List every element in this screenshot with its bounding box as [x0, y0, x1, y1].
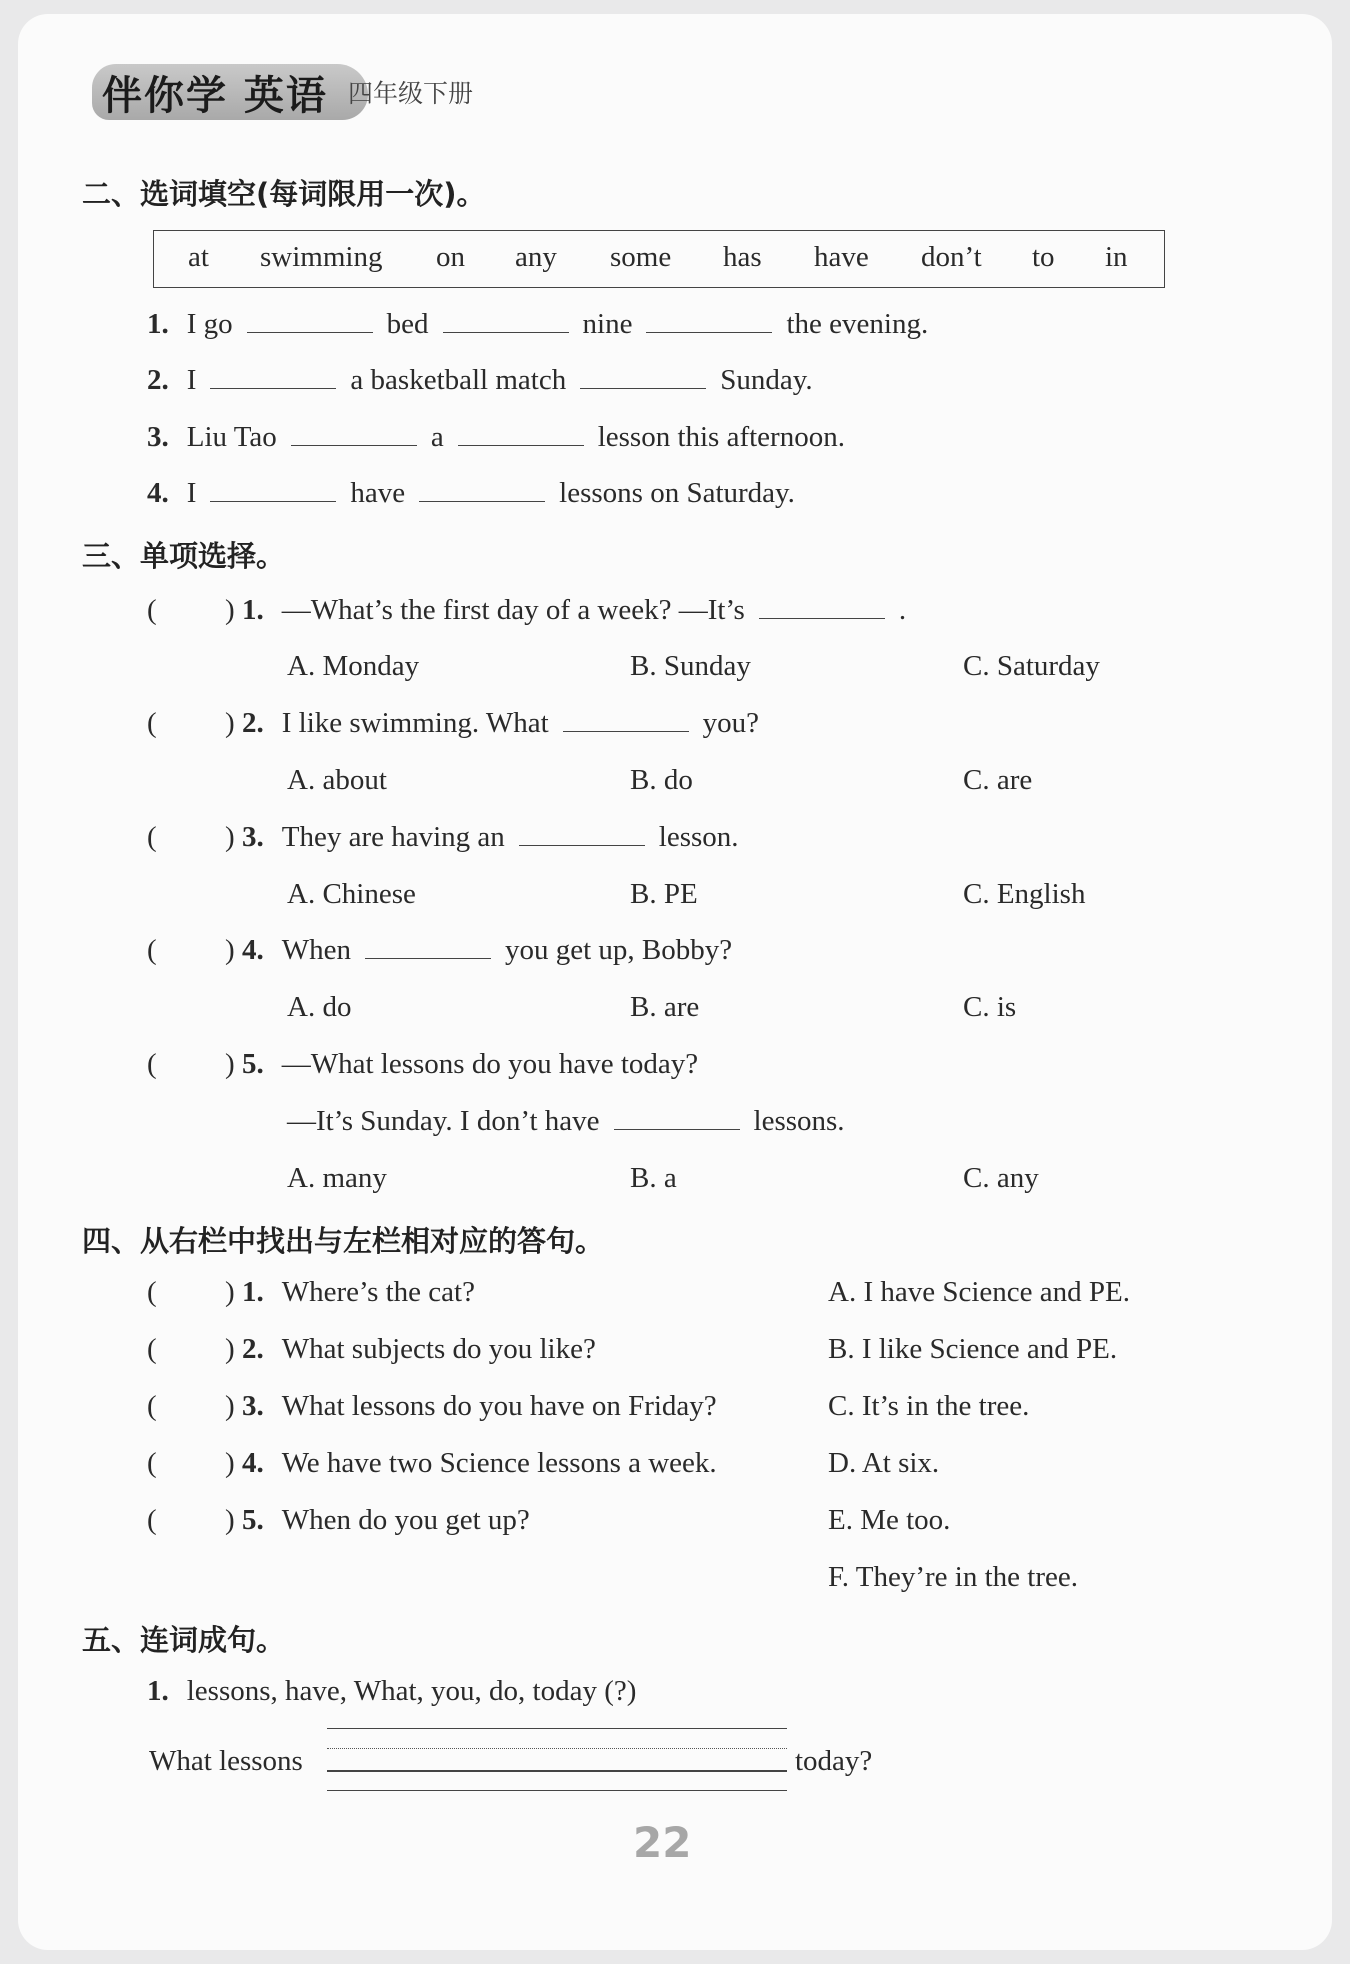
answer-blank[interactable] [291, 423, 417, 446]
answer-blank[interactable] [646, 310, 772, 333]
answer-paren-open: ( [147, 1333, 157, 1365]
answer-blank[interactable] [458, 423, 584, 446]
fill-item-2: 2. I a basketball match Sunday. [147, 364, 813, 396]
answer-paren-open: ( [147, 1390, 157, 1422]
word-bank-box [153, 230, 1165, 288]
mc-option[interactable]: C. English [963, 878, 1086, 910]
writing-line-dotted [327, 1748, 787, 1749]
answer-paren-close: ) [225, 821, 235, 853]
answer-paren-open: ( [147, 1048, 157, 1080]
answer-paren-close: ) [225, 1504, 235, 1536]
fill-item-1: 1. I go bed nine the evening. [147, 308, 929, 340]
sentence-start: What lessons [149, 1745, 303, 1777]
answer-blank[interactable] [614, 1107, 740, 1130]
match-question-3: 3. What lessons do you have on Friday? [242, 1390, 717, 1422]
mc-question-3: 3. They are having an lesson. [242, 821, 739, 853]
match-question-2: 2. What subjects do you like? [242, 1333, 596, 1365]
mc-option[interactable]: B. are [630, 991, 700, 1023]
mc-option[interactable]: A. many [287, 1162, 387, 1194]
match-answer-d: D. At six. [828, 1447, 940, 1479]
match-question-5: 5. When do you get up? [242, 1504, 530, 1536]
answer-paren-open: ( [147, 1276, 157, 1308]
mc-option[interactable]: A. do [287, 991, 352, 1023]
match-answer-e: E. Me too. [828, 1504, 951, 1536]
answer-paren-open: ( [147, 821, 157, 853]
page-number: 22 [633, 1818, 692, 1867]
section3-title: 三、单项选择。 [82, 539, 286, 573]
match-question-4: 4. We have two Science lessons a week. [242, 1447, 717, 1479]
answer-blank[interactable] [563, 709, 689, 732]
answer-blank[interactable] [519, 823, 645, 846]
mc-option[interactable]: C. Saturday [963, 650, 1100, 682]
mc-option[interactable]: C. any [963, 1162, 1039, 1194]
brand-badge [92, 64, 368, 120]
mc-question-4: 4. When you get up, Bobby? [242, 934, 733, 966]
worksheet-page [18, 14, 1332, 1950]
answer-paren-open: ( [147, 707, 157, 739]
grade-label: 四年级下册 [348, 79, 474, 108]
fill-item-3: 3. Liu Tao a lesson this afternoon. [147, 421, 845, 453]
sentence-item-1: 1. lessons, have, What, you, do, today (?) [147, 1675, 637, 1707]
mc-question-5: 5. —What lessons do you have today? [242, 1048, 699, 1080]
mc-option[interactable]: C. are [963, 764, 1033, 796]
answer-blank[interactable] [443, 310, 569, 333]
match-answer-f: F. They’re in the tree. [828, 1561, 1078, 1593]
mc-option[interactable]: C. is [963, 991, 1017, 1023]
mc-option[interactable]: A. about [287, 764, 387, 796]
section5-title: 五、连词成句。 [82, 1623, 286, 1657]
word-bank-item: to [1032, 241, 1055, 273]
match-answer-a: A. I have Science and PE. [828, 1276, 1130, 1308]
answer-paren-open: ( [147, 1504, 157, 1536]
answer-blank[interactable] [580, 366, 706, 389]
answer-paren-close: ) [225, 1048, 235, 1080]
answer-paren-close: ) [225, 1390, 235, 1422]
mc-option[interactable]: B. Sunday [630, 650, 751, 682]
section4-title: 四、从右栏中找出与左栏相对应的答句。 [82, 1224, 605, 1258]
answer-blank[interactable] [419, 479, 545, 502]
answer-writing-line[interactable] [327, 1770, 787, 1772]
answer-blank[interactable] [759, 596, 885, 619]
answer-paren-close: ) [225, 1276, 235, 1308]
sentence-end: today? [795, 1745, 873, 1777]
match-question-1: 1. Where’s the cat? [242, 1276, 475, 1308]
word-bank-item: at [188, 241, 209, 273]
answer-paren-close: ) [225, 1333, 235, 1365]
word-bank-item: has [723, 241, 762, 273]
word-bank-item: some [610, 241, 672, 273]
mc-question-2: 2. I like swimming. What you? [242, 707, 760, 739]
writing-line-top [327, 1728, 787, 1729]
writing-line-bottom [327, 1790, 787, 1791]
answer-blank[interactable] [210, 366, 336, 389]
mc-option[interactable]: B. PE [630, 878, 698, 910]
mc-option[interactable]: B. a [630, 1162, 677, 1194]
answer-paren-open: ( [147, 934, 157, 966]
answer-paren-open: ( [147, 594, 157, 626]
answer-blank[interactable] [210, 479, 336, 502]
answer-blank[interactable] [247, 310, 373, 333]
mc-question-5-line2: —It’s Sunday. I don’t have lessons. [287, 1105, 845, 1137]
answer-paren-close: ) [225, 594, 235, 626]
word-bank-item: swimming [260, 241, 383, 273]
answer-blank[interactable] [365, 936, 491, 959]
word-bank-item: have [814, 241, 869, 273]
match-answer-c: C. It’s in the tree. [828, 1390, 1030, 1422]
word-bank-item: in [1105, 241, 1128, 273]
mc-option[interactable]: A. Monday [287, 650, 420, 682]
word-bank-item: don’t [921, 241, 982, 273]
answer-paren-close: ) [225, 1447, 235, 1479]
answer-paren-open: ( [147, 1447, 157, 1479]
section2-title: 二、选词填空(每词限用一次)。 [82, 177, 486, 211]
match-answer-b: B. I like Science and PE. [828, 1333, 1118, 1365]
mc-question-1: 1. —What’s the first day of a week? —It’s . [242, 594, 907, 626]
answer-paren-close: ) [225, 934, 235, 966]
brand-title: 伴你学 英语 [102, 72, 328, 119]
fill-item-4: 4. I have lessons on Saturday. [147, 477, 795, 509]
word-bank-item: any [515, 241, 557, 273]
word-bank-item: on [436, 241, 465, 273]
mc-option[interactable]: A. Chinese [287, 878, 416, 910]
mc-option[interactable]: B. do [630, 764, 693, 796]
answer-paren-close: ) [225, 707, 235, 739]
